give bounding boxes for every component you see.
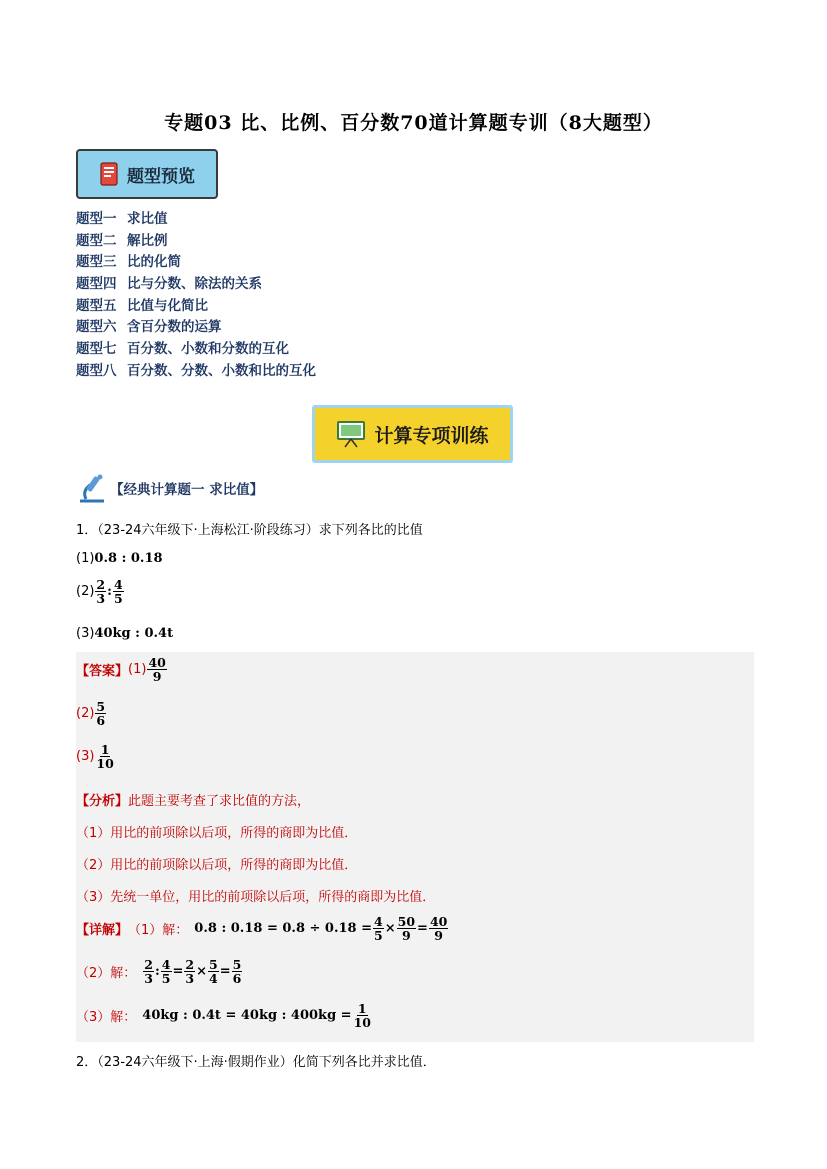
fraction xyxy=(373,915,384,942)
numerator: 2 xyxy=(144,957,153,972)
expression: 40kg : 0.4t = 40kg : 400kg = xyxy=(142,1008,352,1024)
answer-row-3 xyxy=(76,743,116,770)
detail-row-1 xyxy=(76,915,449,942)
operator: = xyxy=(219,964,231,980)
numerator: 4 xyxy=(161,957,171,972)
ratio-sign: : xyxy=(154,964,160,980)
step-prefix: （3）解： xyxy=(76,1010,137,1026)
question-1-stem: 1．（23-24六年级下·上海松江·阶段练习）求下列各比的比值 xyxy=(76,523,423,538)
denominator: 9 xyxy=(401,928,411,944)
toc-label: 比的化简 xyxy=(127,254,181,271)
toc-key: 题型四 xyxy=(76,276,117,293)
toc-key: 题型三 xyxy=(76,254,117,271)
training-badge xyxy=(312,405,513,463)
toc-item xyxy=(76,207,316,229)
section-heading xyxy=(76,473,263,503)
step-prefix: （2）解： xyxy=(76,966,137,982)
numerator: 40 xyxy=(148,655,166,670)
denominator: 9 xyxy=(434,928,443,944)
fraction xyxy=(147,656,166,683)
fraction xyxy=(184,958,195,985)
denominator: 10 xyxy=(96,756,114,772)
denominator: 5 xyxy=(113,591,123,607)
overview-badge-label: 题型预览 xyxy=(127,166,195,187)
fraction xyxy=(95,578,106,605)
fraction xyxy=(353,1002,372,1029)
detail-row-2 xyxy=(76,958,243,985)
overview-badge xyxy=(76,149,218,199)
page-title: 专题03 比、比例、百分数70道计算题专训（8大题型） xyxy=(164,112,663,134)
toc-key: 题型一 xyxy=(76,211,117,227)
fraction xyxy=(161,958,172,985)
toc-key: 题型二 xyxy=(76,232,117,249)
toc-item xyxy=(76,229,316,251)
ratio-sign: : xyxy=(107,584,112,600)
denominator: 6 xyxy=(232,971,242,987)
detail-label: 【详解】 xyxy=(76,923,129,939)
numerator: 5 xyxy=(232,957,242,972)
fraction xyxy=(113,578,124,605)
numerator: 5 xyxy=(209,957,218,972)
toc-item xyxy=(76,272,316,294)
numerator: 4 xyxy=(113,577,123,592)
fraction xyxy=(397,915,416,942)
question-1-part-2 xyxy=(76,578,125,605)
fraction xyxy=(208,958,219,985)
question-1-part-1 xyxy=(76,551,163,566)
toc-label: 求比值 xyxy=(127,211,168,227)
toc-label: 百分数、分数、小数和比的互化 xyxy=(127,362,316,379)
presentation-board-icon xyxy=(336,420,366,448)
toc-key: 题型八 xyxy=(76,362,117,379)
denominator: 3 xyxy=(185,971,195,987)
toc-key: 题型五 xyxy=(76,297,117,314)
numerator: 5 xyxy=(96,699,106,714)
fraction xyxy=(232,958,243,985)
expression: 40kg : 0.4t xyxy=(94,626,174,641)
fraction xyxy=(429,915,448,942)
toc-label: 解比例 xyxy=(127,232,168,249)
part-label: (2) xyxy=(76,584,95,600)
fraction xyxy=(143,958,154,985)
answer-row-1 xyxy=(76,656,168,683)
numerator: 50 xyxy=(397,914,416,929)
analysis-text: 此题主要考查了求比值的方法， xyxy=(128,794,311,809)
fraction xyxy=(95,700,106,727)
analysis-line-3: （3）先统一单位，用比的前项除以后项，所得的商即为比值． xyxy=(76,890,436,905)
denominator: 5 xyxy=(374,928,383,944)
toc-key: 题型七 xyxy=(76,341,117,358)
answer-row-2 xyxy=(76,700,107,727)
toc-item xyxy=(76,315,316,337)
question-1-part-3 xyxy=(76,626,173,641)
part-label: (1) xyxy=(128,662,147,678)
toc-key: 题型六 xyxy=(76,319,117,336)
section-heading-text: 【经典计算题一 求比值】 xyxy=(110,482,264,498)
operator: × xyxy=(384,921,396,937)
fraction xyxy=(95,743,114,770)
part-label: (2) xyxy=(76,706,95,722)
toc-item xyxy=(76,294,316,316)
expression: 0.8 : 0.18 xyxy=(94,551,163,566)
detail-row-3 xyxy=(76,1002,373,1029)
denominator: 6 xyxy=(96,713,106,729)
toc-item xyxy=(76,250,316,272)
denominator: 4 xyxy=(209,971,218,987)
part-label: (3) xyxy=(76,626,95,641)
numerator: 40 xyxy=(429,914,448,929)
step-prefix: （1）解： xyxy=(128,923,189,939)
part-label: (3) xyxy=(76,749,95,765)
toc-label: 比与分数、除法的关系 xyxy=(127,276,262,293)
toc-item xyxy=(76,359,316,381)
denominator: 5 xyxy=(161,971,171,987)
denominator: 3 xyxy=(144,971,153,987)
training-badge-label: 计算专项训练 xyxy=(374,424,489,447)
toc-label: 含百分数的运算 xyxy=(127,319,222,336)
analysis-intro xyxy=(76,790,310,809)
analysis-label: 【分析】 xyxy=(76,794,129,809)
numerator: 2 xyxy=(185,957,195,972)
numerator: 1 xyxy=(100,742,110,757)
toc-label: 百分数、小数和分数的互化 xyxy=(127,341,289,358)
numerator: 4 xyxy=(374,914,383,929)
toc-item xyxy=(76,337,316,359)
numerator: 2 xyxy=(96,577,106,592)
numerator: 1 xyxy=(357,1001,367,1016)
denominator: 10 xyxy=(353,1015,371,1031)
expression: 0.8 : 0.18 = 0.8 ÷ 0.18 = xyxy=(194,921,373,937)
denominator: 3 xyxy=(96,591,106,607)
microscope-icon xyxy=(76,473,108,503)
topic-list xyxy=(76,207,316,381)
operator: × xyxy=(196,964,208,980)
denominator: 9 xyxy=(152,669,162,685)
operator: = xyxy=(417,921,428,937)
part-label: (1) xyxy=(76,551,95,566)
book-icon xyxy=(99,162,119,186)
question-2-stem: 2．（23-24六年级下·上海·假期作业）化简下列各比并求比值． xyxy=(76,1055,436,1070)
analysis-line-1: （1）用比的前项除以后项，所得的商即为比值． xyxy=(76,826,358,841)
operator: = xyxy=(172,964,184,980)
answer-label: 【答案】 xyxy=(76,664,129,680)
analysis-line-2: （2）用比的前项除以后项，所得的商即为比值． xyxy=(76,858,358,873)
toc-label: 比值与化简比 xyxy=(127,297,208,314)
